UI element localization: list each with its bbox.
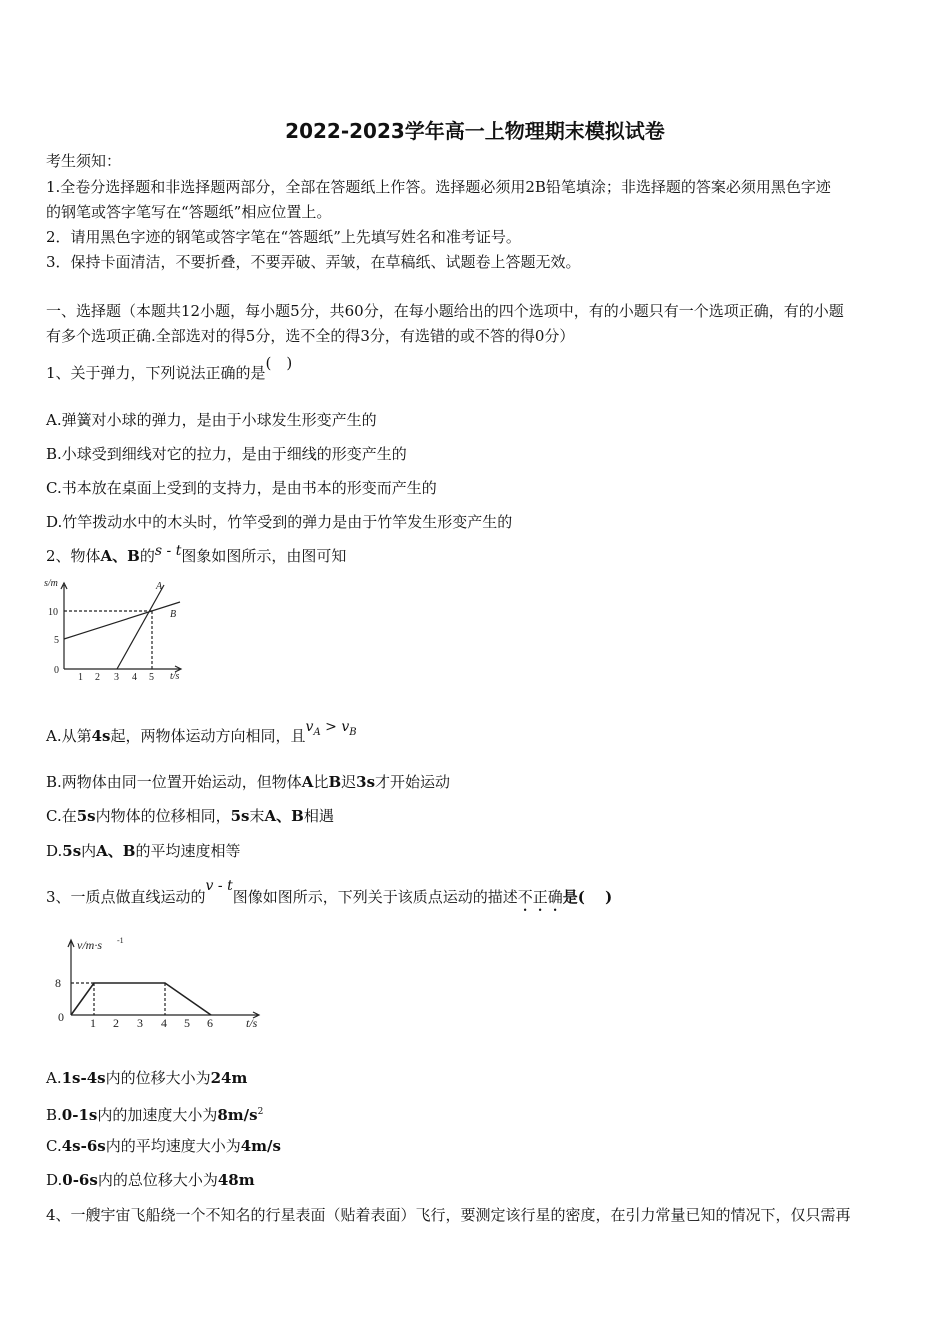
y-axis-label: s/m [44, 578, 58, 589]
q2-opt-part: A.从第 [46, 727, 92, 745]
q2-stem-part: 的 [139, 547, 155, 565]
q3-stem-part: 是( ) [562, 888, 613, 906]
y-tick-5: 5 [54, 635, 59, 646]
q2-math: A [313, 726, 321, 738]
x-tick: 3 [137, 1016, 143, 1030]
q3-opt-part: 内的平均速度大小为 [105, 1137, 241, 1155]
q2-opt-part: A [301, 773, 314, 791]
q3-opt-part: 内的总位移大小为 [97, 1171, 218, 1189]
q3-opt-part: 1s-4s [61, 1069, 106, 1087]
origin-label: 0 [54, 665, 59, 676]
x-axis-label: t/s [170, 671, 180, 682]
q2-opt-part: A、B [264, 807, 304, 825]
x-tick: 6 [207, 1016, 213, 1030]
y-tick-8: 8 [55, 976, 61, 990]
q2-option-d [46, 841, 241, 861]
line-b [64, 602, 180, 639]
q3-opt-part: 4m/s [240, 1137, 281, 1155]
q2-math: B [349, 726, 357, 738]
q2-math: v [341, 719, 350, 735]
q3-opt-part: 内的位移大小为 [105, 1069, 211, 1087]
q1-option-b: B.小球受到细线对它的拉力，是由于细线的形变产生的 [46, 445, 407, 463]
section-heading-line2: 有多个选项正确.全部选对的得5分，选不全的得3分，有选错的或不答的得0分） [46, 327, 575, 345]
q3-opt-part: C. [46, 1137, 62, 1155]
q1-option-c: C.书本放在桌面上受到的支持力，是由书本的形变而产生的 [46, 479, 437, 497]
q2-opt-part: 的平均速度相等 [135, 842, 241, 860]
question-3-stem [46, 878, 613, 915]
y-axis-label-exp: -1 [117, 936, 124, 945]
q3-opt-part: D. [46, 1171, 63, 1189]
v-t-line [71, 983, 211, 1015]
line-b-label: B [170, 609, 177, 620]
q2-opt-part: 3s [356, 773, 376, 791]
q2-math: > [320, 719, 342, 735]
q3-opt-part: 24m [210, 1069, 248, 1087]
origin-label: 0 [58, 1010, 64, 1024]
q2-opt-part: 末 [249, 807, 265, 825]
q1-answer-paren: ( ) [265, 354, 293, 372]
q2-stem-math: s - t [154, 543, 182, 559]
notice-item-2: 2．请用黑色字迹的钢笔或答字笔在“答题纸”上先填写姓名和准考证号。 [46, 228, 521, 246]
notice-item-1: 1.全卷分选择题和非选择题两部分，全部在答题纸上作答。选择题必须用2B铅笔填涂；非选择题的答案必须用黑色字迹 [46, 178, 831, 196]
question-2-stem [46, 543, 347, 567]
q3-option-c [46, 1136, 281, 1156]
q3-option-d [46, 1170, 255, 1190]
x-tick: 4 [161, 1016, 167, 1030]
section-heading-line1: 一、选择题（本题共12小题，每小题5分，共60分，在每小题给出的四个选项中，有的小题只有一个选项正确，有的小题 [46, 302, 844, 320]
notice-heading: 考生须知： [46, 152, 122, 170]
x-tick: 2 [95, 672, 100, 683]
q2-opt-part: C.在 [46, 807, 77, 825]
q2-opt-part: 内 [81, 842, 97, 860]
q2-opt-part: 起，两物体运动方向相同，且 [110, 727, 306, 745]
q2-opt-part: B.两物体由同一位置开始运动，但物体 [46, 773, 302, 791]
x-tick: 1 [90, 1016, 96, 1030]
q2-opt-part: D. [46, 842, 63, 860]
question-4-stem: 4、一艘宇宙飞船绕一个不知名的行星表面（贴着表面）飞行，要测定该行星的密度，在引力常量已知的情况下，仅只需再 [46, 1206, 851, 1224]
q2-opt-part: B [328, 773, 342, 791]
v-t-graph [50, 935, 270, 1035]
q3-option-b [46, 1102, 263, 1125]
q3-opt-part: 0-1s [61, 1106, 98, 1124]
q2-stem-part: 图象如图所示，由图可知 [181, 547, 347, 565]
q2-stem-part: A、B [100, 547, 140, 565]
q2-option-b [46, 772, 450, 792]
question-1-stem [46, 354, 293, 383]
line-a [117, 585, 164, 669]
x-tick: 4 [132, 672, 137, 683]
q3-opt-part: B. [46, 1106, 62, 1124]
q1-option-a: A.弹簧对小球的弹力，是由于小球发生形变产生的 [46, 411, 377, 429]
q3-stem-part: 图像如图所示，下列关于该质点运动的描述 [232, 888, 518, 906]
q3-emphasis: 不正确 [517, 888, 563, 906]
q3-opt-sup: 2 [257, 1107, 264, 1117]
q2-opt-part: 比 [313, 773, 329, 791]
q3-opt-part: 4s-6s [61, 1137, 106, 1155]
q2-opt-part: 才开始运动 [375, 773, 451, 791]
q2-math: v [305, 719, 314, 735]
notice-item-1-cont: 的钢笔或答字笔写在“答题纸”相应位置上。 [46, 203, 332, 221]
x-tick: 1 [78, 672, 83, 683]
notice-item-3: 3．保持卡面清洁，不要折叠，不要弄破、弄皱，在草稿纸、试题卷上答题无效。 [46, 253, 581, 271]
x-tick: 5 [184, 1016, 190, 1030]
y-axis-label: v/m·s [77, 938, 102, 952]
q2-opt-part: 迟 [341, 773, 357, 791]
q3-stem-math: v - t [205, 878, 233, 894]
q1-option-d: D.竹竿拨动水中的木头时，竹竿受到的弹力是由于竹竿发生形变产生的 [46, 513, 513, 531]
q3-stem-part: 3、一质点做直线运动的 [46, 888, 206, 906]
q2-opt-part: A、B [96, 842, 136, 860]
q2-opt-part: 5s [230, 807, 250, 825]
q2-opt-part: 5s [76, 807, 96, 825]
q1-stem-text: 1、关于弹力，下列说法正确的是 [46, 364, 266, 382]
x-tick: 3 [114, 672, 119, 683]
q3-opt-part: 内的加速度大小为 [97, 1106, 218, 1124]
x-tick: 5 [149, 672, 154, 683]
q2-opt-part: 5s [62, 842, 82, 860]
q3-option-a [46, 1068, 247, 1088]
q2-option-c [46, 806, 334, 826]
q3-opt-part: 0-6s [62, 1171, 98, 1189]
page-title: 2022-2023学年高一上物理期末模拟试卷 [285, 119, 665, 143]
q2-opt-part: 4s [91, 727, 111, 745]
q2-opt-part: 内物体的位移相同， [95, 807, 231, 825]
y-tick-10: 10 [48, 607, 58, 618]
q3-opt-part: 8m/s [217, 1106, 258, 1124]
s-t-graph [42, 577, 192, 687]
x-tick: 2 [113, 1016, 119, 1030]
q2-opt-part: 相遇 [303, 807, 334, 825]
q3-opt-part: A. [46, 1069, 62, 1087]
x-axis-label: t/s [246, 1016, 258, 1030]
q3-opt-part: 48m [217, 1171, 255, 1189]
line-a-label: A [156, 581, 163, 592]
q2-option-a [46, 719, 357, 753]
q2-stem-part: 2、物体 [46, 547, 101, 565]
